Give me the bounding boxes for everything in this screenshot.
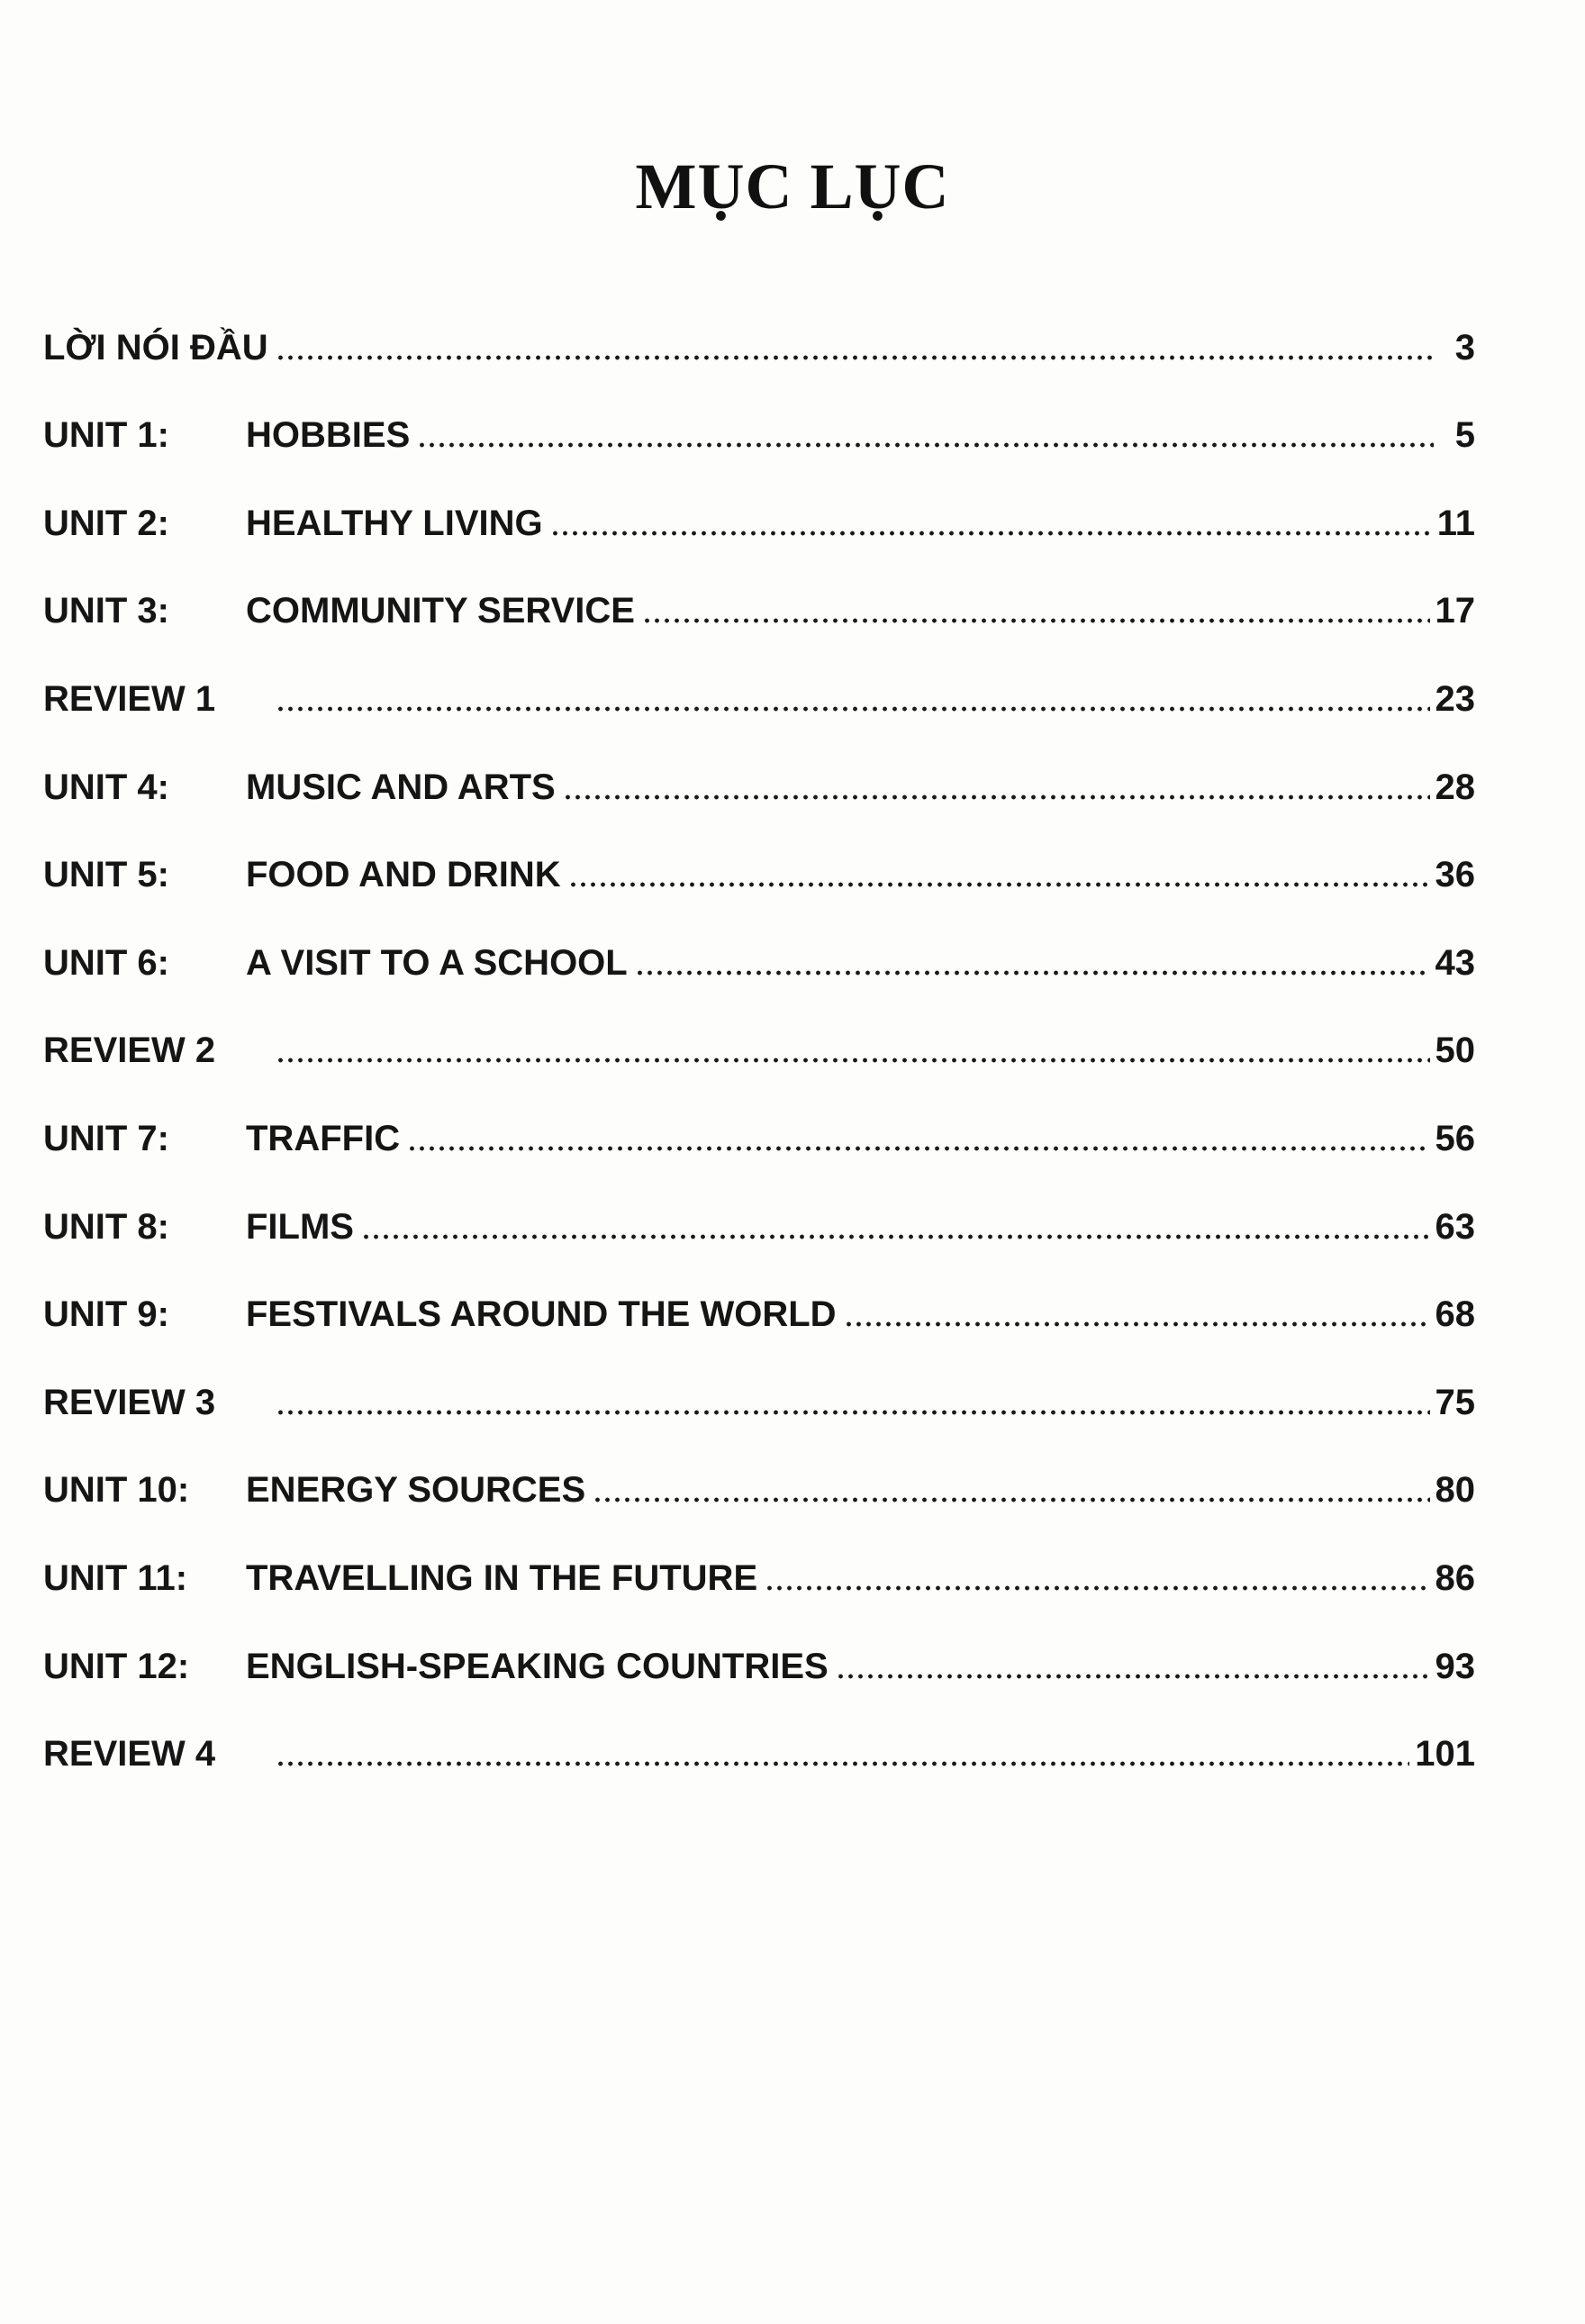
dot-leader xyxy=(276,355,1434,360)
toc-unit-name: FESTIVALS AROUND THE WORLD xyxy=(246,1294,837,1335)
toc-page-number: 93 xyxy=(1435,1646,1475,1686)
toc-unit-name: MUSIC AND ARTS xyxy=(246,767,556,807)
toc-entry-unit-2 xyxy=(43,457,1475,545)
toc-unit-name: COMMUNITY SERVICE xyxy=(246,591,635,631)
toc-entry-unit-5 xyxy=(43,809,1475,897)
dot-leader xyxy=(276,1410,1430,1415)
table-of-contents xyxy=(43,281,1475,1775)
toc-unit-name: TRAFFIC xyxy=(246,1118,401,1158)
toc-page-number: 75 xyxy=(1435,1382,1475,1422)
dot-leader xyxy=(765,1585,1429,1591)
toc-unit-name: A VISIT TO A SCHOOL xyxy=(246,942,628,983)
dot-leader xyxy=(361,1234,1430,1239)
dot-leader xyxy=(276,1761,1409,1766)
toc-entry-unit-8 xyxy=(43,1160,1475,1248)
toc-page-number: 11 xyxy=(1436,503,1475,543)
toc-page-number: 3 xyxy=(1454,327,1475,368)
toc-page-number: 28 xyxy=(1435,767,1475,807)
dot-leader xyxy=(563,794,1430,800)
page-title: MỤC LỤC xyxy=(635,150,950,223)
toc-page-number: 101 xyxy=(1415,1734,1475,1775)
toc-unit-name: ENERGY SOURCES xyxy=(246,1470,586,1511)
toc-entry-unit-9 xyxy=(43,1248,1475,1337)
dot-leader xyxy=(844,1321,1430,1327)
toc-entry-unit-7 xyxy=(43,1072,1475,1160)
toc-unit-code: UNIT 9: xyxy=(43,1294,169,1335)
toc-unit-name: HOBBIES xyxy=(246,415,411,456)
toc-page-number: 17 xyxy=(1435,591,1475,631)
dot-leader xyxy=(276,706,1430,712)
toc-entry-unit-11 xyxy=(43,1512,1475,1600)
toc-review-code: REVIEW 4 xyxy=(43,1734,216,1775)
toc-page-number: 5 xyxy=(1454,415,1475,456)
toc-page-number: 56 xyxy=(1435,1118,1475,1158)
toc-entry-unit-6 xyxy=(43,896,1475,985)
toc-unit-name: ENGLISH-SPEAKING COUNTRIES xyxy=(246,1646,829,1686)
toc-unit-code: UNIT 6: xyxy=(43,942,169,983)
dot-leader xyxy=(593,1497,1429,1502)
toc-unit-name: HEALTHY LIVING xyxy=(246,503,543,543)
toc-unit-code: UNIT 11: xyxy=(43,1557,188,1598)
toc-entry-review-4 xyxy=(43,1688,1475,1776)
toc-page-number: 63 xyxy=(1435,1206,1475,1247)
dot-leader xyxy=(836,1674,1430,1679)
toc-unit-name: FILMS xyxy=(246,1206,354,1247)
toc-entry-review-3 xyxy=(43,1336,1475,1424)
toc-entry-unit-12 xyxy=(43,1600,1475,1688)
toc-review-code: REVIEW 2 xyxy=(43,1030,216,1071)
dot-leader xyxy=(276,1058,1430,1063)
toc-unit-code: UNIT 5: xyxy=(43,855,169,895)
dot-leader xyxy=(417,442,1434,448)
toc-unit-code: UNIT 12: xyxy=(43,1646,190,1686)
toc-entry-unit-1 xyxy=(43,369,1475,458)
toc-entry-review-1 xyxy=(43,632,1475,721)
toc-unit-name: TRAVELLING IN THE FUTURE xyxy=(246,1557,758,1598)
toc-review-code: REVIEW 3 xyxy=(43,1382,216,1422)
toc-entry-unit-3 xyxy=(43,545,1475,633)
toc-unit-code: UNIT 4: xyxy=(43,767,169,807)
toc-page-number: 36 xyxy=(1435,855,1475,895)
dot-leader xyxy=(550,531,1432,536)
dot-leader xyxy=(568,882,1430,887)
toc-unit-name: FOOD AND DRINK xyxy=(246,855,561,895)
toc-unit-code: UNIT 7: xyxy=(43,1118,169,1158)
toc-entry-label: LỜI NÓI ĐẦU xyxy=(43,327,268,368)
toc-page-number: 80 xyxy=(1435,1470,1475,1511)
dot-leader xyxy=(407,1146,1429,1151)
toc-unit-code: UNIT 3: xyxy=(43,591,169,631)
toc-review-code: REVIEW 1 xyxy=(43,678,216,719)
toc-page-number: 50 xyxy=(1435,1030,1475,1071)
toc-unit-code: UNIT 2: xyxy=(43,503,169,543)
toc-unit-code: UNIT 8: xyxy=(43,1206,169,1247)
toc-page-number: 86 xyxy=(1435,1557,1475,1598)
toc-page-number: 68 xyxy=(1435,1294,1475,1335)
dot-leader xyxy=(635,970,1430,976)
toc-unit-code: UNIT 10: xyxy=(43,1470,190,1511)
dot-leader xyxy=(642,618,1430,623)
toc-page-number: 23 xyxy=(1435,678,1475,719)
toc-entry-unit-10 xyxy=(43,1424,1475,1512)
toc-entry-review-2 xyxy=(43,985,1475,1073)
toc-unit-code: UNIT 1: xyxy=(43,415,169,456)
toc-entry-preface xyxy=(43,281,1475,369)
toc-entry-unit-4 xyxy=(43,721,1475,809)
toc-page-number: 43 xyxy=(1435,942,1475,983)
